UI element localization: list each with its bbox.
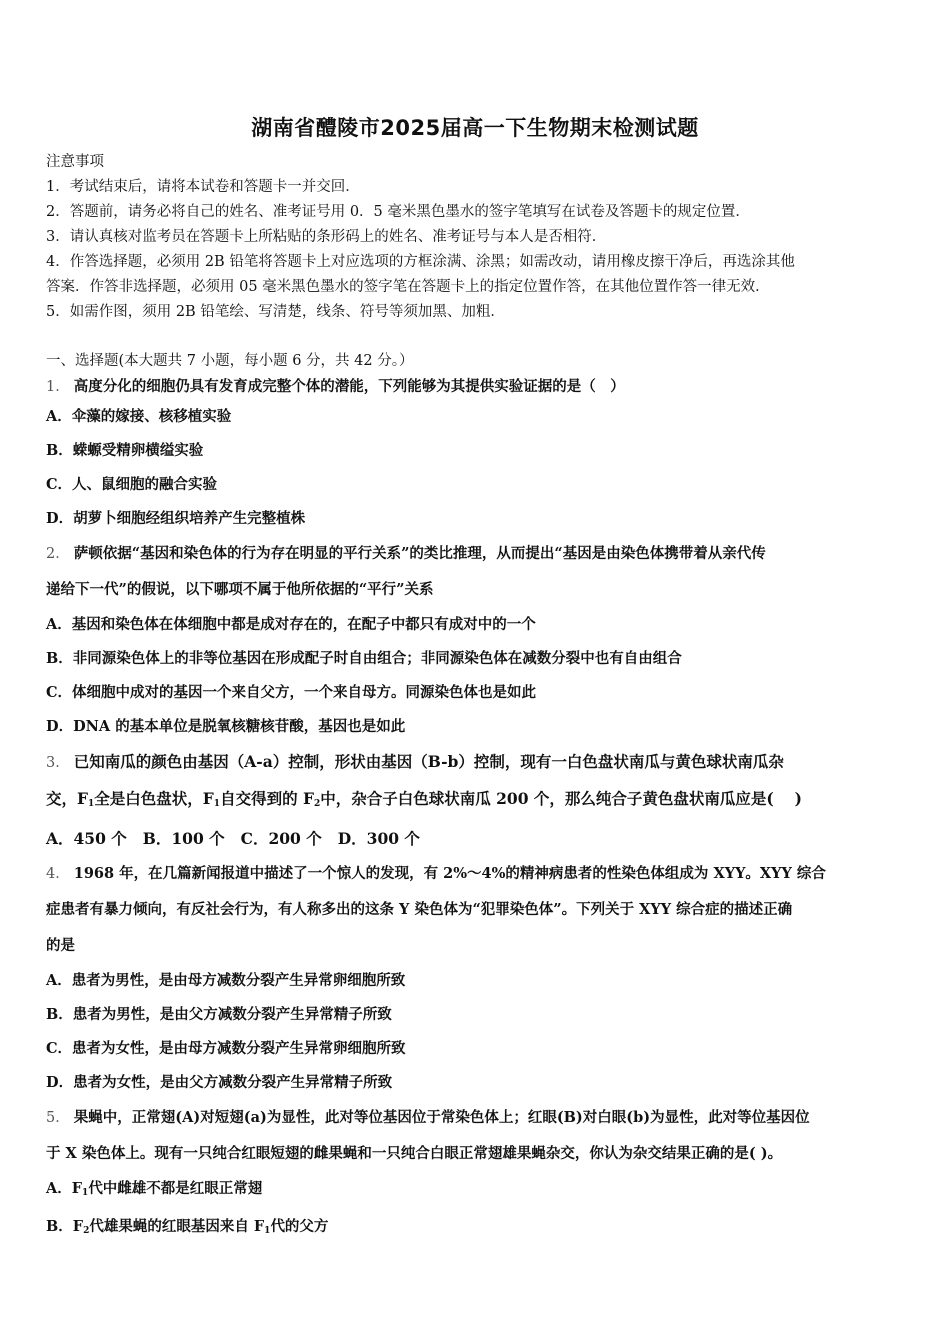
question-stem: 果蝇中，正常翅(A)对短翅(a)为显性，此对等位基因位于常染色体上；红眼(B)对白眼(b)为显性，此对等位基因位 bbox=[73, 1109, 810, 1126]
question-number: 5． bbox=[46, 1110, 70, 1126]
question-stem: 萨顿依据“基因和染色体的行为存在明显的平行关系”的类比推理，从而提出“基因是由染色体携带着从亲代传 bbox=[73, 545, 766, 562]
option-b: B．患者为男性，是由父方减数分裂产生异常精子所致 bbox=[46, 1006, 392, 1023]
question-stem: 已知南瓜的颜色由基因（A-a）控制，形状由基因（B-b）控制，现有一白色盘状南瓜与黄色球状南瓜杂 bbox=[73, 752, 784, 771]
section-heading: 一、选择题(本大题共 7 小题，每小题 6 分，共 42 分。） bbox=[46, 353, 414, 369]
stem-text: 中，杂合子白色球状南瓜 200 个，那么纯合子黄色盘状南瓜应是( ) bbox=[320, 789, 802, 808]
question-stem-cont: 症患者有暴力倾向，有反社会行为，有人称多出的这条 Y 染色体为“犯罪染色体”。下列关于 XYY 综合症的描述正确 bbox=[46, 901, 793, 918]
notice-item: 答案．作答非选择题，必须用 05 毫米黑色墨水的签字笔在答题卡上的指定位置作答，在其他位置作答一律无效． bbox=[46, 279, 770, 295]
question-number: 2． bbox=[46, 546, 70, 562]
notice-item: 1．考试结束后，请将本试卷和答题卡一并交回． bbox=[46, 179, 360, 195]
option-text: 代雄果蝇的红眼基因来自 F bbox=[89, 1218, 265, 1235]
option-c: C．体细胞中成对的基因一个来自父方，一个来自母方。同源染色体也是如此 bbox=[46, 684, 537, 701]
option-c: C．患者为女性，是由母方减数分裂产生异常卵细胞所致 bbox=[46, 1040, 406, 1057]
question-stem: 1968 年，在几篇新闻报道中描述了一个惊人的发现，有 2%～4%的精神病患者的性染色体组成为 XYY。XYY 综合 bbox=[73, 865, 826, 882]
question-2 bbox=[46, 536, 908, 572]
option-text: 代的父方 bbox=[270, 1218, 329, 1235]
page-title: 湖南省醴陵市2025届高一下生物期末检测试题 bbox=[251, 116, 699, 140]
notice-item: 5．如需作图，须用 2B 铅笔绘、写清楚，线条、符号等须加黑、加粗． bbox=[46, 304, 505, 320]
question-1 bbox=[46, 374, 908, 400]
subscript: 2 bbox=[313, 799, 321, 809]
option-a: A．伞藻的嫁接、核移植实验 bbox=[46, 408, 232, 425]
notice-item: 3．请认真核对监考员在答题卡上所粘贴的条形码上的姓名、准考证号与本人是否相符． bbox=[46, 229, 607, 245]
stem-text: 自交得到的 F bbox=[220, 789, 314, 808]
stem-text: 全是白色盘状，F bbox=[94, 789, 214, 808]
question-3 bbox=[46, 744, 908, 781]
option-row bbox=[46, 822, 908, 856]
option-a: A．患者为男性，是由母方减数分裂产生异常卵细胞所致 bbox=[46, 972, 406, 989]
option-d: D．患者为女性，是由父方减数分裂产生异常精子所致 bbox=[46, 1074, 393, 1091]
question-stem: 高度分化的细胞仍具有发育成完整个体的潜能，下列能够为其提供实验证据的是（ ） bbox=[73, 378, 625, 395]
question-number: 1． bbox=[46, 379, 70, 395]
option-text: A．F bbox=[46, 1180, 83, 1197]
option-c: C．人、鼠细胞的融合实验 bbox=[46, 476, 218, 493]
subscript: 1 bbox=[213, 799, 221, 809]
subscript: 2 bbox=[83, 1226, 90, 1236]
notice-item: 4．作答选择题，必须用 2B 铅笔将答题卡上对应选项的方框涂满、涂黑；如需改动，请用橡皮擦干净后，再选涂其他 bbox=[46, 254, 795, 270]
question-4 bbox=[46, 856, 908, 892]
option-text: B．F bbox=[46, 1218, 84, 1235]
notice-block bbox=[46, 150, 908, 325]
question-stem-cont: 递给下一代”的假说，以下哪项不属于他所依据的“平行”关系 bbox=[46, 581, 434, 598]
option-a bbox=[46, 1172, 908, 1210]
option-a: A．基因和染色体在体细胞中都是成对存在的，在配子中都只有成对中的一个 bbox=[46, 616, 536, 633]
subscript: 1 bbox=[88, 799, 95, 809]
question-5 bbox=[46, 1100, 908, 1136]
question-stem-cont bbox=[46, 781, 908, 822]
option-b: B．非同源染色体上的非等位基因在形成配子时自由组合；非同源染色体在减数分裂中也有自由组合 bbox=[46, 650, 682, 667]
option-a: A．450 个 bbox=[46, 829, 127, 848]
stem-text: 交，F bbox=[46, 789, 89, 808]
question-number: 3． bbox=[46, 755, 70, 771]
option-d: D．300 个 bbox=[337, 829, 420, 848]
notice-item: 2．答题前，请务必将自己的姓名、准考证号用 0．5 毫米黑色墨水的签字笔填写在试卷及答题卡的规定位置． bbox=[46, 204, 750, 220]
option-d: D．DNA 的基本单位是脱氧核糖核苷酸，基因也是如此 bbox=[46, 718, 406, 735]
question-number: 4． bbox=[46, 866, 70, 882]
option-b: B．100 个 bbox=[142, 829, 225, 848]
subscript: 1 bbox=[82, 1188, 89, 1198]
option-text: 代中雌雄不都是红眼正常翅 bbox=[88, 1180, 263, 1197]
question-stem-cont: 于 X 染色体上。现有一只纯合红眼短翅的雌果蝇和一只纯合白眼正常翅雄果蝇杂交，你认为杂交结果正确的是( )。 bbox=[46, 1145, 783, 1162]
questions bbox=[46, 348, 908, 1248]
option-d: D．胡萝卜细胞经组织培养产生完整植株 bbox=[46, 510, 306, 527]
notice-heading: 注意事项 bbox=[46, 154, 104, 170]
option-b bbox=[46, 1210, 908, 1248]
question-stem-cont: 的是 bbox=[46, 937, 75, 954]
subscript: 1 bbox=[264, 1226, 271, 1236]
option-c: C．200 个 bbox=[240, 829, 322, 848]
option-b: B．蝾螈受精卵横缢实验 bbox=[46, 442, 204, 459]
